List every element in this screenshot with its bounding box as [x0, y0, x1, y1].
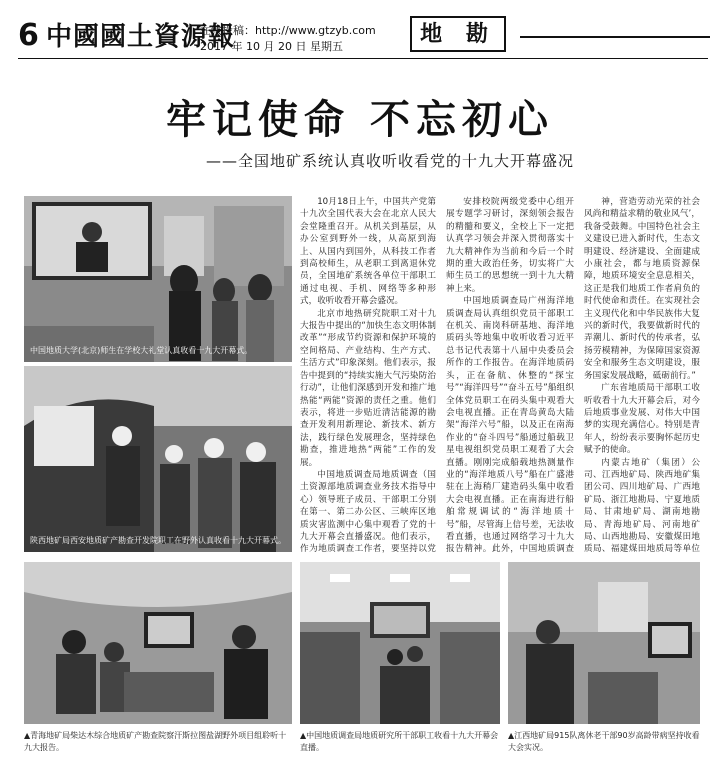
paragraph: 10月18日上午，中国共产党第十九次全国代表大会在北京人民大会堂隆重召开。从机关到基层，从办公室到野外一线，从高原到海上、从国内到国外，从科技工作者到高校师生，从老职工到离退休党员，全国地矿系统各单位干部职工通过电视、手机、网络等多种形式，收听收看开幕会盛况。 [300, 197, 436, 307]
paragraph: 内蒙古地矿（集团）公司、江西地矿局、陕西地矿集团公司、四川地矿局、广西地矿局、浙江地勘局、宁夏地质局、甘肃地矿局、湖南地勘局、青海地矿局、河南地矿局、山西地勘局、安徽煤田地质局、福建煤田地质局等单位 [584, 457, 700, 554]
photo2-caption: 陕西地矿局西安地质矿产勘查开发院职工在野外认真收看十九大开幕式。 [30, 536, 286, 545]
headline: 牢记使命 不忘初心 [166, 97, 554, 143]
photo-office-meeting-image [300, 562, 500, 724]
photo5-caption: ▲江西地矿局915队离休老干部90岁高龄带病坚持收看大会实况。 [508, 731, 700, 752]
photo3-caption: ▲青海地矿局柴达木综合地质矿产勘查院察汗斯拉图盐湖野外项目组聆听十九大报告。 [24, 731, 287, 752]
paragraph: 中国地质调查局广州海洋地质调查局认真组织党员干部职工在机关、南岗科研基地、海洋地质码头等地集中收听收看习近平总书记代表第十八届中央委员会所作的工作报告。在海洋地质码头，正在备航、休整的“探宝号”“海洋四号”“奋斗五号”船组织全体党员职工在码头集中观看大会电视直播。正在青岛黄岛大陆架“海洋六号”船，以及正在南海作业的“奋斗四号”船通过船载卫星电视组织党员职工观看了大会直播。刚刚完成船载地热测量作业的“海洋地质八号”船在广盛港驻在上海稍厂建造码头集中收看大会电视直播。正在南海进行船舶常规调试的“海洋地质十号”船，尽管海上信号差，无法收看直播，也通过网络学习十九大报告精神。此外，中国地质调查 [446, 296, 574, 554]
photo-veteran-home-image [508, 562, 700, 724]
tv-screen-icon [374, 606, 426, 634]
page-header [0, 0, 720, 58]
photo-veteran-home [508, 562, 700, 724]
section-tag: 地 勘 [410, 16, 506, 52]
photo1-caption: 中国地质大学(北京)师生在学校大礼堂认真收看十九大开幕式。 [30, 346, 253, 355]
photo-field-workers-image [24, 366, 292, 552]
photo-university-hall [24, 196, 292, 362]
paragraph: 安排校院两级党委中心组开展专题学习研讨，深刻领会报告的精髓和要义，全校上下一定把认真学习领会并深入贯彻落实十九大精神作为当前和今后一个时期的重大政治任务，切实将广大师生员工的思想统一到十九大精神上来。 [446, 197, 574, 294]
header-rule [520, 36, 710, 38]
photo-field-workers [24, 366, 292, 552]
paragraph: 神，营造劳动光荣的社会风尚和精益求精的敬业风气’，我备受鼓舞。中国特色社会主义建设已进入新时代，生态文明建设、经济建设、全面建成小康社会，都与地质资源保障，地质环境安全息息相关，这正是我们地质工作者肩负的时代使命和责任。在实现社会主义现代化和中华民族伟大复兴的新时代，我要做新时代的弄潮儿、新时代的传承者，弘扬劳模精神，为保障国家资源安全和服务生态文明建设，服务国家发展战略，砥砺前行。” [584, 197, 700, 381]
tv-screen-icon [148, 616, 190, 644]
subheadline: ——全国地矿系统认真收听收看党的十九大开幕盛况 [205, 152, 574, 170]
article-column-1 [300, 196, 436, 554]
header-divider [18, 58, 708, 59]
photo-tent-camp-image [24, 562, 292, 724]
page-number: 6 [18, 18, 39, 53]
website-info: 在线投稿：http://www.gtzyb.com [200, 24, 376, 37]
tv-screen-icon [652, 626, 688, 654]
photo-tent-camp [24, 562, 292, 724]
article-column-2 [446, 196, 574, 554]
photo-office-meeting [300, 562, 500, 724]
paragraph: 北京市地热研究院职工对十九大报告中提出的“加快生态文明体制改革”“形成节约资源和保护环境的空间格局、产业结构、生产方式、生活方式”印象深刻。他们表示，报告中提到的“持续实施大气污染防治行动”，让他们深感到开发和推广地热能“两能”资源的责任之重。他们表示，将进一步贴近清洁能源的勘查开发利用新理论、新技术、新方法，践行绿色发展理念，坚持绿色勘查，推进地热“两能”工作的发展。 [300, 308, 436, 468]
newspaper-masthead: 中國國土資源報 [46, 22, 236, 52]
article-column-3 [584, 196, 700, 554]
publication-date: 2017 年 10 月 20 日 星期五 [200, 40, 343, 53]
photo-university-hall-image [24, 196, 292, 362]
photo4-caption: ▲中国地质调查局地质研究所干部职工收看十九大开幕会直播。 [300, 731, 499, 752]
paragraph: 广东省地质局干部职工收听收看十九大开幕会后，对今后地质事业发展、对伟大中国梦的实现充满信心。特别是青年人，纷纷表示要胸怀起历史赋予的使命。 [584, 383, 700, 456]
paragraph: 中国地质调查局地质调查（国土资源部地质调查业务技术指导中心）领导班子成员、干部职工分别在第一、第二办公区、三峡库区地质灾害监测中心集中观看了党的十九大开幕会直播盛况。他们表示，作为地质调查工作者，要坚持以党 [300, 469, 436, 554]
